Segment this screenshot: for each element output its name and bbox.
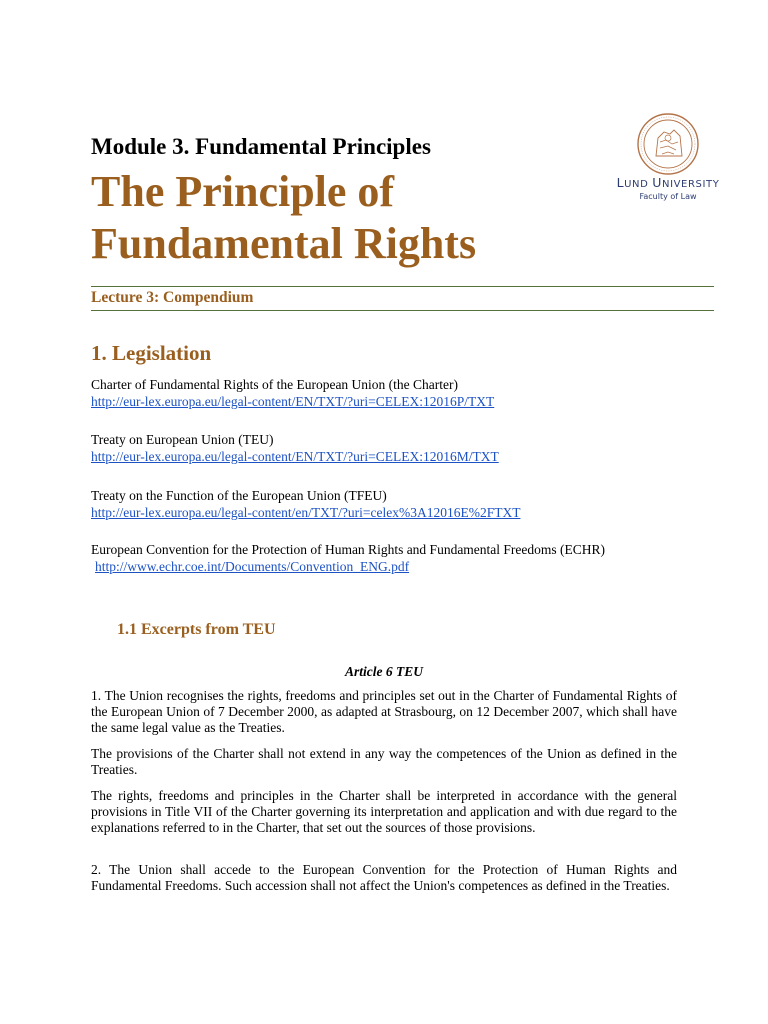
article-paragraph: 1. The Union recognises the rights, freedoms and principles set out in the Charter of Fundamental Rights of the European Union of 7 December 2000, as adapted at Strasbourg, on 12 December 2007, which shall have the same legal value as the Treaties. — [91, 688, 677, 736]
article-title: Article 6 TEU — [345, 664, 423, 679]
section-heading-legislation: 1. Legislation — [91, 341, 212, 365]
top-divider — [91, 286, 714, 287]
module-title: Module 3. Fundamental Principles — [91, 134, 431, 159]
page-title-line-2: Fundamental Rights — [91, 219, 477, 268]
article-paragraph: 2. The Union shall accede to the European Convention for the Protection of Human Rights and Fundamental Freedoms. Such accession shall not affect the Union's competences as defined in the Treaties. — [91, 862, 677, 894]
page-title-line-1: The Principle of — [91, 167, 395, 216]
legislation-title: European Convention for the Protection of Human Rights and Fundamental Freedoms (ECHR) — [91, 542, 606, 557]
legislation-title: Charter of Fundamental Rights of the European Union (the Charter) — [91, 377, 459, 392]
university-name: LUND UNIVERSITY — [616, 175, 720, 190]
faculty-name: Faculty of Law — [639, 192, 697, 201]
legislation-title: Treaty on the Function of the European Union (TFEU) — [91, 488, 387, 503]
article-paragraph: The rights, freedoms and principles in the Charter shall be interpreted in accordance with the general provisions in Title VII of the Charter governing its interpretation and application and with due regard to the explanations referred to in the Charter, that set out the sources of those provisions. — [91, 788, 677, 836]
section-heading-excerpts: 1.1 Excerpts from TEU — [117, 621, 276, 638]
legislation-item — [91, 431, 499, 465]
lund-university-logo — [600, 112, 736, 204]
legislation-link-charter[interactable]: http://eur-lex.europa.eu/legal-content/EN/TXT/?uri=CELEX:12016P/TXT — [91, 394, 495, 409]
lecture-label: Lecture 3: Compendium — [91, 289, 254, 306]
legislation-item — [91, 541, 651, 575]
legislation-link-teu[interactable]: http://eur-lex.europa.eu/legal-content/EN/TXT/?uri=CELEX:12016M/TXT — [91, 449, 499, 464]
university-seal-icon — [636, 112, 700, 176]
page-title — [91, 166, 476, 270]
article-paragraph: The provisions of the Charter shall not extend in any way the competences of the Union as defined in the Treaties. — [91, 746, 677, 778]
bottom-divider — [91, 310, 714, 311]
legislation-link-tfeu[interactable]: http://eur-lex.europa.eu/legal-content/en/TXT/?uri=celex%3A12016E%2FTXT — [91, 505, 521, 520]
legislation-item — [91, 487, 520, 521]
legislation-title: Treaty on European Union (TEU) — [91, 432, 274, 447]
legislation-link-echr[interactable]: http://www.echr.coe.int/Documents/Convention_ENG.pdf — [95, 559, 410, 574]
legislation-item — [91, 376, 494, 410]
